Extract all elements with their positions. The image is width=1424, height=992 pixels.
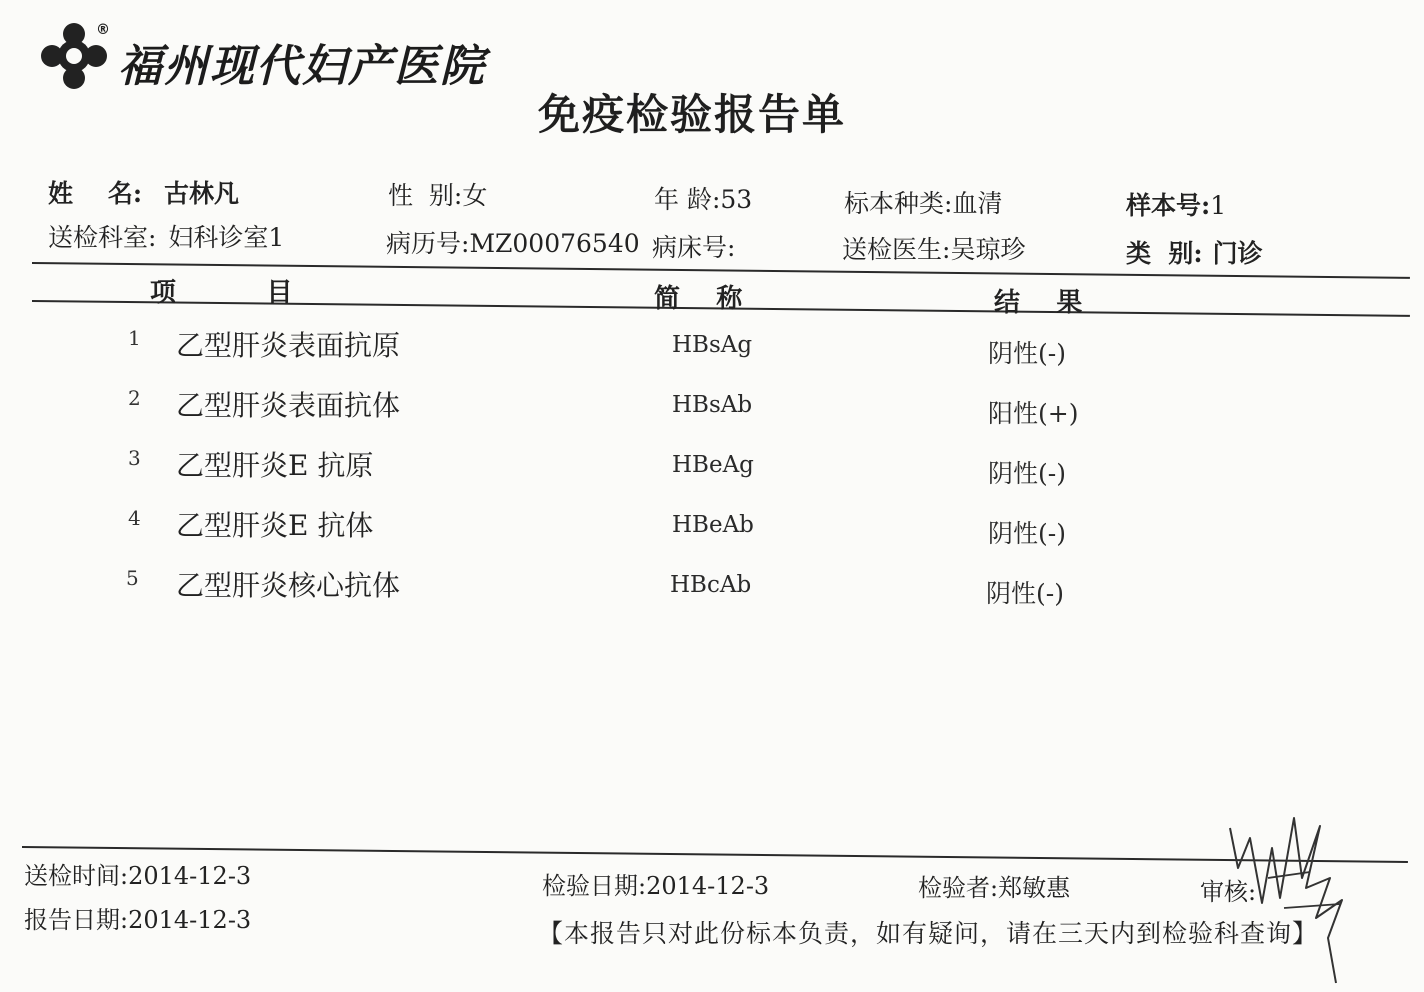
submit-time-label: 送检时间: [24,862,129,890]
specimen-field [844,184,1002,220]
reviewer-label: 审核: [1200,878,1257,906]
reviewer-signature [1210,808,1360,988]
row-abbr: HBsAb [672,392,753,418]
report-date-label: 报告日期: [24,906,129,934]
category-field [1126,234,1263,270]
record-no-field [386,224,640,260]
patient-name-field [48,174,239,210]
patient-name-label: 姓 名: [48,179,143,208]
dept-value: 妇科诊室1 [168,223,285,252]
row-result: 阴性(-) [988,459,1066,488]
bed-field [652,228,735,264]
patient-age-value: 53 [720,185,753,214]
record-no-value: MZ00076540 [469,229,640,258]
hospital-name: 福州现代妇产医院 [118,41,486,92]
row-result: 阴性(-) [988,519,1066,548]
sample-no-field [1126,186,1226,222]
row-number: 4 [128,506,141,530]
tester-field [918,868,1070,903]
report-date-value: 2014-12-3 [128,906,252,934]
column-header-item: 项 目 [150,278,293,308]
tester-value: 郑敏惠 [998,874,1071,902]
submit-time-value: 2014-12-3 [128,862,252,890]
column-header-result: 结 果 [994,288,1083,318]
row-item-name: 乙型肝炎核心抗体 [176,569,401,602]
doctor-field [842,230,1025,266]
category-label: 类 别: [1126,239,1203,268]
report-date-field [24,900,251,935]
sample-no-value: 1 [1210,191,1227,220]
doctor-value: 吴琼珍 [950,235,1026,264]
row-abbr: HBsAg [672,332,753,358]
test-date-label: 检验日期: [542,872,647,900]
patient-sex-field [388,176,487,212]
row-result: 阴性(-) [986,579,1064,608]
row-number: 2 [128,386,141,410]
row-abbr: HBeAg [672,452,754,478]
record-no-label: 病历号: [386,229,470,258]
test-date-field [542,866,769,901]
column-header-abbr: 简 称 [654,284,743,314]
row-item-name: 乙型肝炎表面抗原 [176,329,401,362]
row-abbr: HBcAb [670,572,752,598]
sample-no-label: 样本号: [1126,191,1211,220]
doctor-label: 送检医生: [842,235,951,264]
submit-time-field [24,856,251,891]
row-number: 5 [126,566,139,590]
specimen-value: 血清 [952,189,1003,218]
registered-mark: ® [96,22,110,38]
row-result: 阴性(-) [988,339,1066,368]
patient-sex-value: 女 [462,181,488,210]
patient-name-value: 古林凡 [164,179,240,208]
patient-sex-label: 性 别: [388,181,463,210]
row-item-name: 乙型肝炎E 抗原 [176,449,374,482]
tester-label: 检验者: [918,874,999,902]
row-item-name: 乙型肝炎表面抗体 [176,389,401,422]
dept-label: 送检科室: [48,223,157,252]
row-item-name: 乙型肝炎E 抗体 [176,509,374,542]
specimen-label: 标本种类: [844,189,953,218]
row-number: 1 [128,326,141,350]
row-number: 3 [128,446,141,470]
category-value: 门诊 [1212,239,1263,268]
disclaimer-notice: 【本报告只对此份标本负责，如有疑问，请在三天内到检验科查询】 [538,919,1319,948]
report-title: 免疫检验报告单 [538,90,847,139]
row-abbr: HBeAb [672,512,754,538]
bed-label: 病床号: [652,233,736,262]
dept-field [48,218,284,254]
row-result: 阳性(+) [988,399,1079,428]
patient-age-label: 年 龄: [654,185,721,214]
test-date-value: 2014-12-3 [646,872,770,900]
patient-age-field [654,180,752,216]
